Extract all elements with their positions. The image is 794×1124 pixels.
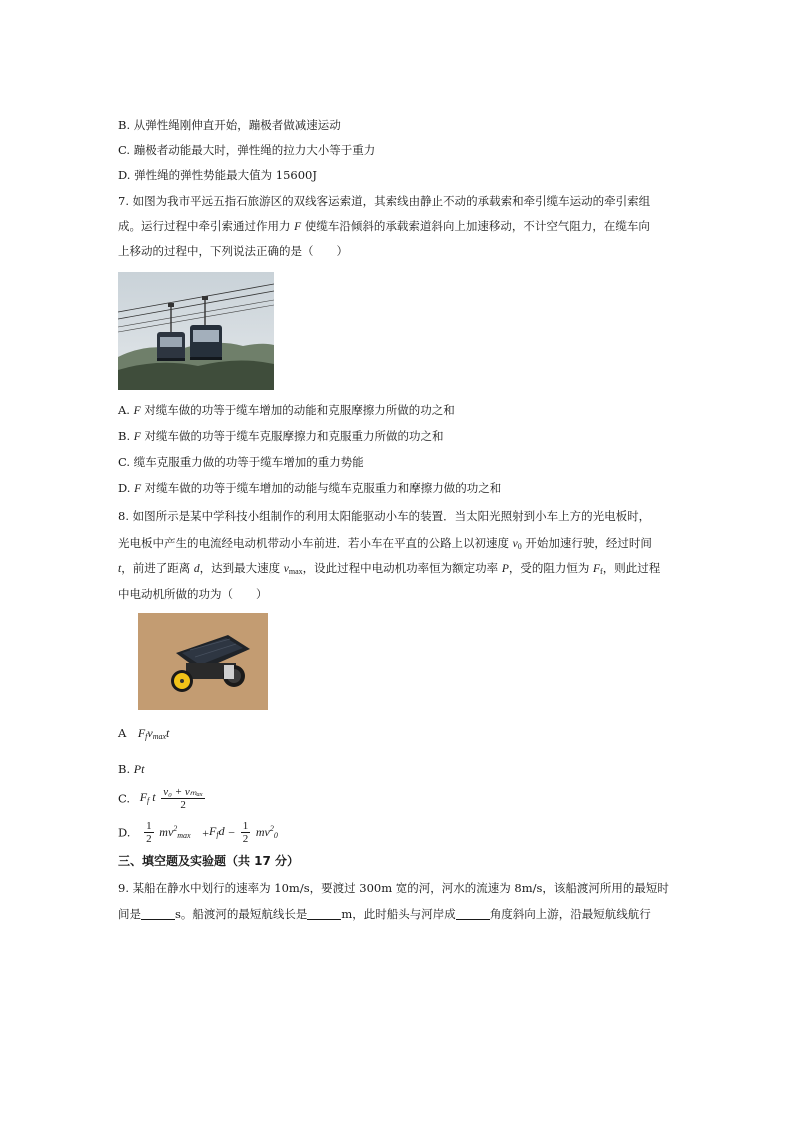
- q7-option-a: A. F 对缆车做的功等于缆车增加的动能和克服摩擦力所做的功之和: [118, 403, 455, 417]
- q8-line-1: 8. 如图所示是某中学科技小组制作的利用太阳能驱动小车的装置．当太阳光照射到小车上方的光电板时，: [118, 509, 651, 523]
- q8-option-a: A $F_fv_{max}t$: [118, 726, 170, 741]
- answer-blank-2[interactable]: [307, 907, 341, 920]
- q8-line-4: 中电动机所做的功为（ ）: [118, 587, 268, 601]
- answer-blank-1[interactable]: [141, 907, 175, 920]
- q7-line-3: 上移动的过程中，下列说法正确的是（ ）: [118, 244, 348, 258]
- solar-car-photo: [138, 613, 268, 710]
- q7-option-c: C. 缆车克服重力做的功等于缆车增加的重力势能: [118, 455, 364, 469]
- q7-line-2: 成。运行过程中牵引索通过作用力 F 使缆车沿倾斜的承载索道斜向上加速移动，不计空气阻力，在缆车向: [118, 219, 650, 233]
- option-c-prev: C. 蹦极者动能最大时，弹性绳的拉力大小等于重力: [118, 143, 376, 157]
- q7-line-1: 7. 如图为我市平远五指石旅游区的双线客运索道，其索线由静止不动的承载索和牵引缆车运动的牵引索组: [118, 194, 651, 208]
- q8-line-3: t，前进了距离 d，达到最大速度 $v_{max}$，设此过程中电动机功率恒为额定功率 P，受的阻力恒为 $F_f$，则此过程: [118, 561, 661, 576]
- option-d-prev: D. 弹性绳的弹性势能最大值为 15600J: [118, 168, 317, 182]
- q7-option-d: D. F 对缆车做的功等于缆车增加的动能与缆车克服重力和摩擦力做的功之和: [118, 481, 502, 495]
- answer-blank-3[interactable]: [456, 907, 490, 920]
- q8-option-b: B. Pt: [118, 762, 145, 776]
- option-b-prev: B. 从弹性绳刚伸直开始，蹦极者做减速运动: [118, 118, 341, 132]
- q9-line-1: 9. 某船在静水中划行的速率为 10m/s，要渡过 300m 宽的河，河水的流速为 8m/s，该船渡河所用的最短时: [118, 881, 669, 895]
- q8-option-c: C. $F_f$ t $\frac{\text{v₀ + vₘₐₓ}}{2}$: [118, 786, 203, 811]
- q9-line-2: 间是 s。船渡河的最短航线长是 m，此时船头与河岸成 角度斜向上游，沿最短航线航行: [118, 907, 651, 921]
- q8-line-2: 光电板中产生的电流经电动机带动小车前进．若小车在平直的公路上以初速度 $v_0$ 开始加速行驶，经过时间: [118, 536, 652, 551]
- cable-car-photo: [118, 272, 274, 390]
- q7-option-b: B. F 对缆车做的功等于缆车克服摩擦力和克服重力所做的功之和: [118, 429, 444, 443]
- q8-option-d: D. $\frac{1}{2}$ $mv^2_{max} +F_fd$ − $\frac{1}{2}$ $mv^2_0$: [118, 820, 278, 845]
- section-3-heading: 三、填空题及实验题（共 17 分）: [118, 854, 300, 868]
